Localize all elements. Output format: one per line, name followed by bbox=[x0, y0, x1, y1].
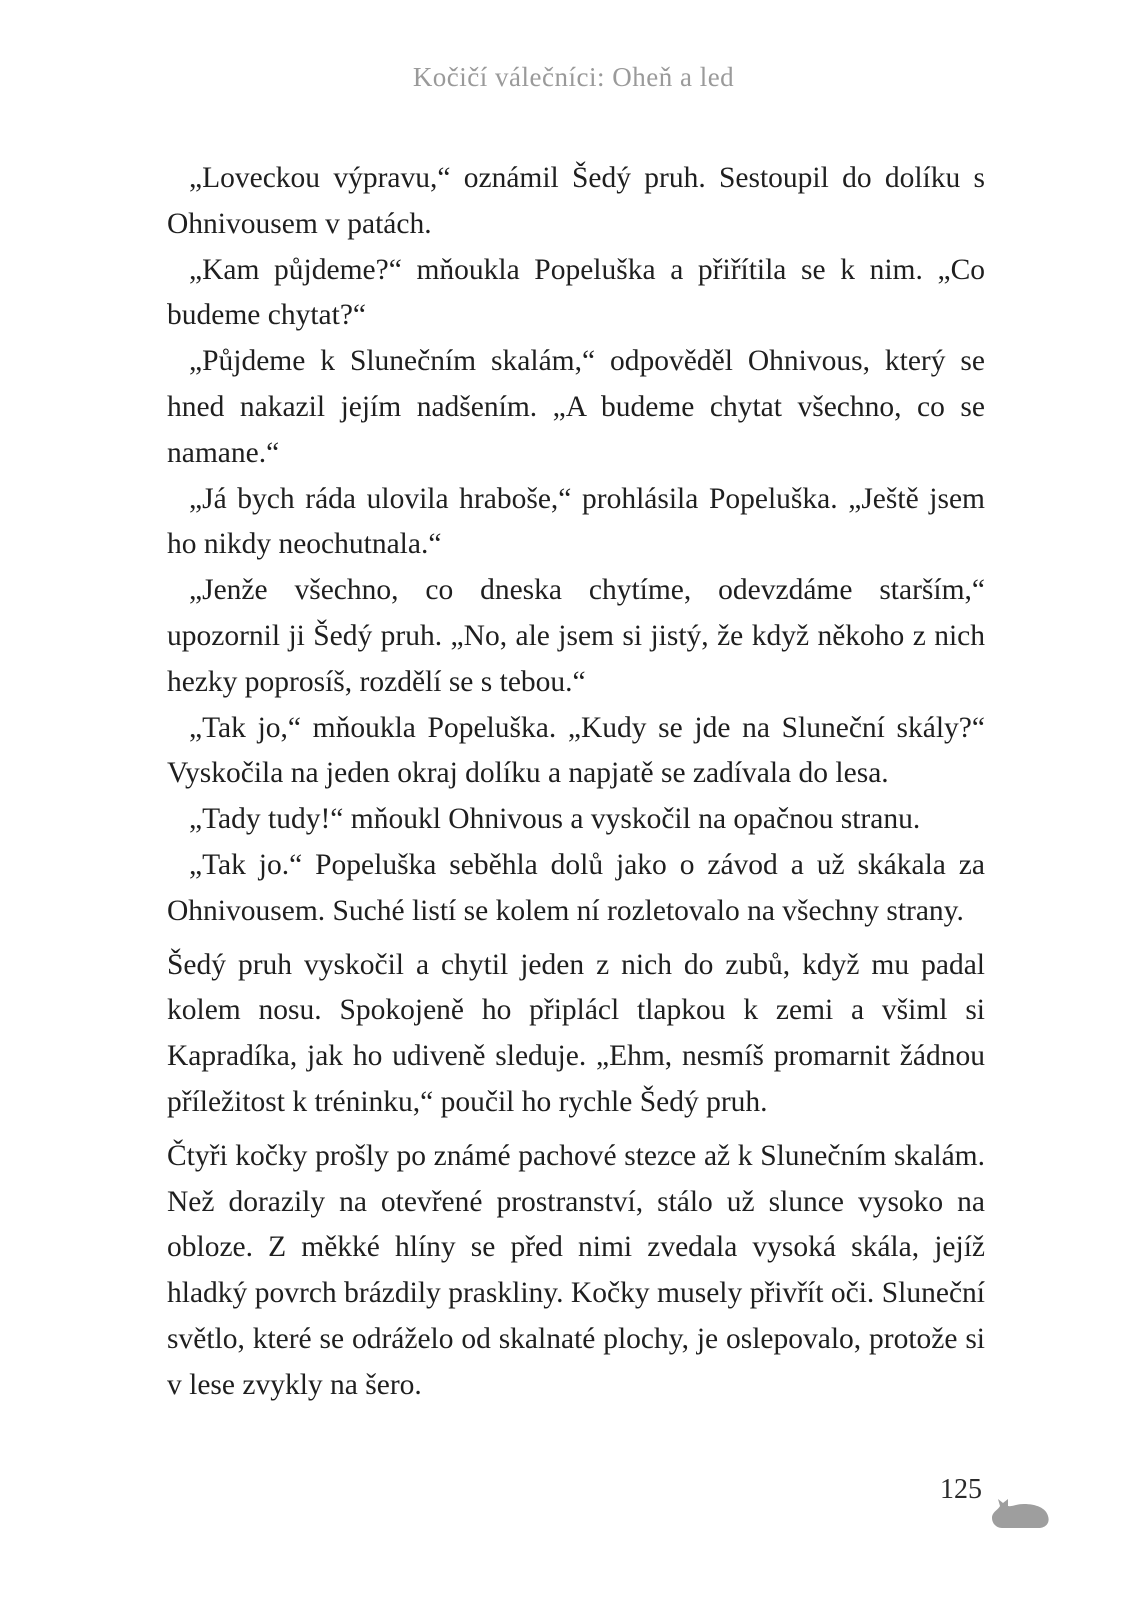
paragraph: „Tady tudy!“ mňoukl Ohnivous a vyskočil na opačnou stranu. bbox=[189, 803, 921, 836]
paragraph: „Tak jo.“ Popeluška seběhla dolů jako o závod a už skákala za Ohnivousem. Suché listí se kolem ní rozletovalo na všechny strany. bbox=[167, 848, 985, 927]
paragraph: Čtyři kočky prošly po známé pachové stezce až k Slunečním skalám. Než dorazily na otevřené prostranství, stálo už slunce vysoko na obloze. Z měkké hlíny se před nimi zvedala vysoká skála, jejíž hladký povrch brázdily praskliny. Kočky musely přivřít oči. Sluneční světlo, které se odráželo od skalnaté plochy, je oslepovalo, protože si v lese zvykly na šero. bbox=[167, 1139, 985, 1401]
cat-icon bbox=[990, 1490, 1052, 1530]
paragraph: „Tak jo,“ mňoukla Popeluška. „Kudy se jde na Sluneční skály?“ Vyskočila na jeden okraj dolíku a napjatě se zadívala do lesa. bbox=[167, 711, 985, 790]
paragraph: Šedý pruh vyskočil a chytil jeden z nich do zubů, když mu padal kolem nosu. Spokojeně ho připlácl tlapkou k zemi a všiml si Kapradíka, jak ho udiveně sleduje. „Ehm, nesmíš promarnit žádnou příležitost k tréninku,“ poučil ho rychle Šedý pruh. bbox=[167, 948, 985, 1118]
body-text bbox=[167, 156, 985, 1409]
page-number: 125 bbox=[940, 1474, 982, 1505]
paragraph: „Půjdeme k Slunečním skalám,“ odpověděl Ohnivous, který se hned nakazil jejím nadšením. „A budeme chytat všechno, co se namane.“ bbox=[167, 345, 985, 469]
paragraph: „Loveckou výpravu,“ oznámil Šedý pruh. Sestoupil do dolíku s Ohnivousem v patách. bbox=[167, 162, 985, 240]
paragraph: „Jenže všechno, co dneska chytíme, odevzdáme starším,“ upozornil ji Šedý pruh. „No, ale jsem si jistý, že když někoho z nich hezky poprosíš, rozdělí se s tebou.“ bbox=[167, 574, 985, 698]
paragraph: „Já bych ráda ulovila hraboše,“ prohlásila Popeluška. „Ještě jsem ho nikdy neochutnala.“ bbox=[167, 482, 985, 561]
paragraph: „Kam půjdeme?“ mňoukla Popeluška a přiřítila se k nim. „Co budeme chytat?“ bbox=[167, 253, 985, 332]
running-title: Kočičí válečníci: Oheň a led bbox=[412, 62, 735, 92]
